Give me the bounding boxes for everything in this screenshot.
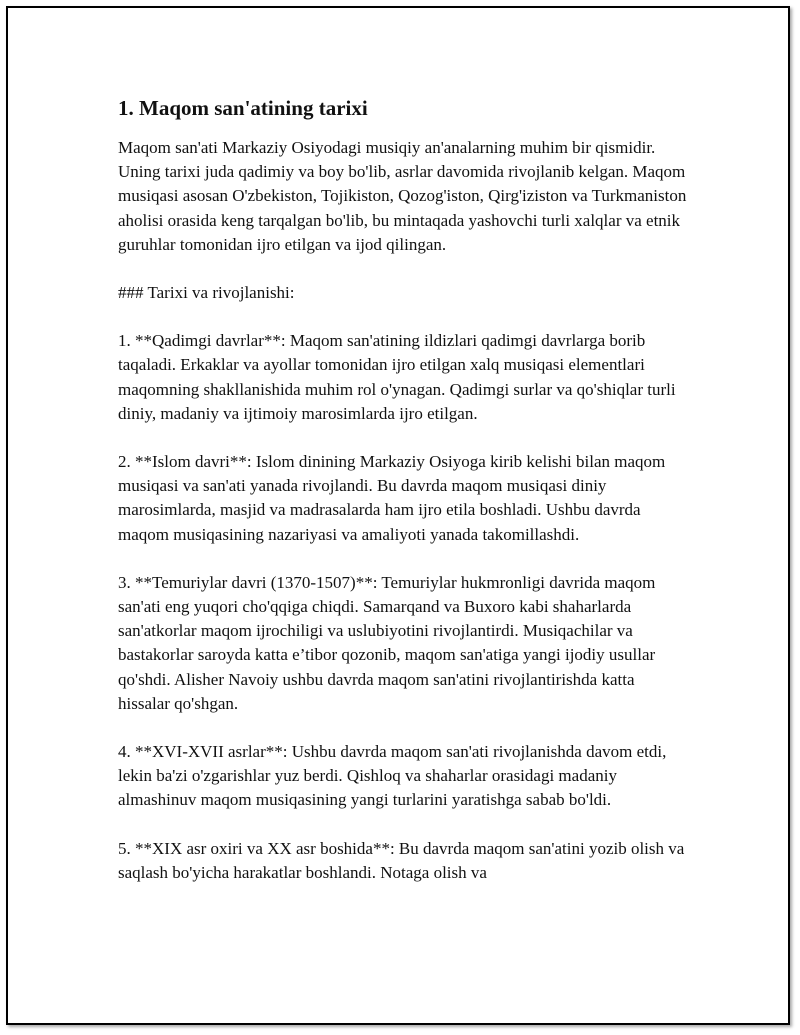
list-item-paragraph: 1. **Qadimgi davrlar**: Maqom san'atining ildizlari qadimgi davrlarga borib taqaladi. Erkaklar va ayollar tomonidan ijro etilgan xalq musiqasi elementlari maqomning shakllanishida muhim rol o'ynagan. Qadimgi surlar va qo'shiqlar turli diniy, madaniy va ijtimoiy marosimlarda ijro etilgan. bbox=[118, 331, 676, 423]
subheading-paragraph: ### Tarixi va rivojlanishi: bbox=[118, 283, 295, 303]
document-body bbox=[118, 94, 688, 909]
section-heading: 1. Maqom san'atining tarixi bbox=[118, 96, 368, 120]
list-item-paragraph: 3. **Temuriylar davri (1370-1507)**: Temuriylar hukmronligi davrida maqom san'ati eng yuqori cho'qqiga chiqdi. Samarqand va Buxoro kabi shaharlarda san'atkorlar maqom ijrochiligi va uslubiyotini rivojlantirdi. Musiqachilar va bastakorlar saroyda katta e’tibor qozonib, maqom san'atiga yangi ijodiy usullar qo'shdi. Alisher Navoiy ushbu davrda maqom san'atini rivojlantirishda katta hissalar qo'shgan. bbox=[118, 572, 656, 713]
list-item-paragraph: 5. **XIX asr oxiri va XX asr boshida**: Bu davrda maqom san'atini yozib olish va saqlash bo'yicha harakatlar boshlandi. Notaga olish va bbox=[118, 838, 685, 882]
list-item-paragraph: 2. **Islom davri**: Islom dinining Markaziy Osiyoga kirib kelishi bilan maqom musiqasi va san'ati yanada rivojlandi. Bu davrda maqom musiqasi diniy marosimlarda, masjid va madrasalarda ham ijro etila boshladi. Ushbu davrda maqom musiqasining nazariyasi va amaliyoti yanada takomillashdi. bbox=[118, 452, 666, 544]
list-item-paragraph: 4. **XVI-XVII asrlar**: Ushbu davrda maqom san'ati rivojlanishda davom etdi, lekin ba'zi o'zgarishlar yuz berdi. Qishloq va shaharlar orasidagi madaniy almashinuv maqom musiqasining yangi turlarini yaratishga sabab bo'ldi. bbox=[118, 742, 667, 810]
intro-paragraph: Maqom san'ati Markaziy Osiyodagi musiqiy an'analarning muhim bir qismidir. Uning tarixi juda qadimiy va boy bo'lib, asrlar davomida rivojlanib kelgan. Maqom musiqasi asosan O'zbekiston, Tojikiston, Qozog'iston, Qirg'iziston va Turkmaniston aholisi orasida keng tarqalgan bo'lib, bu mintaqada yashovchi turli xalqlar va etnik guruhlar tomonidan ijro etilgan va ijod qilingan. bbox=[118, 138, 687, 254]
